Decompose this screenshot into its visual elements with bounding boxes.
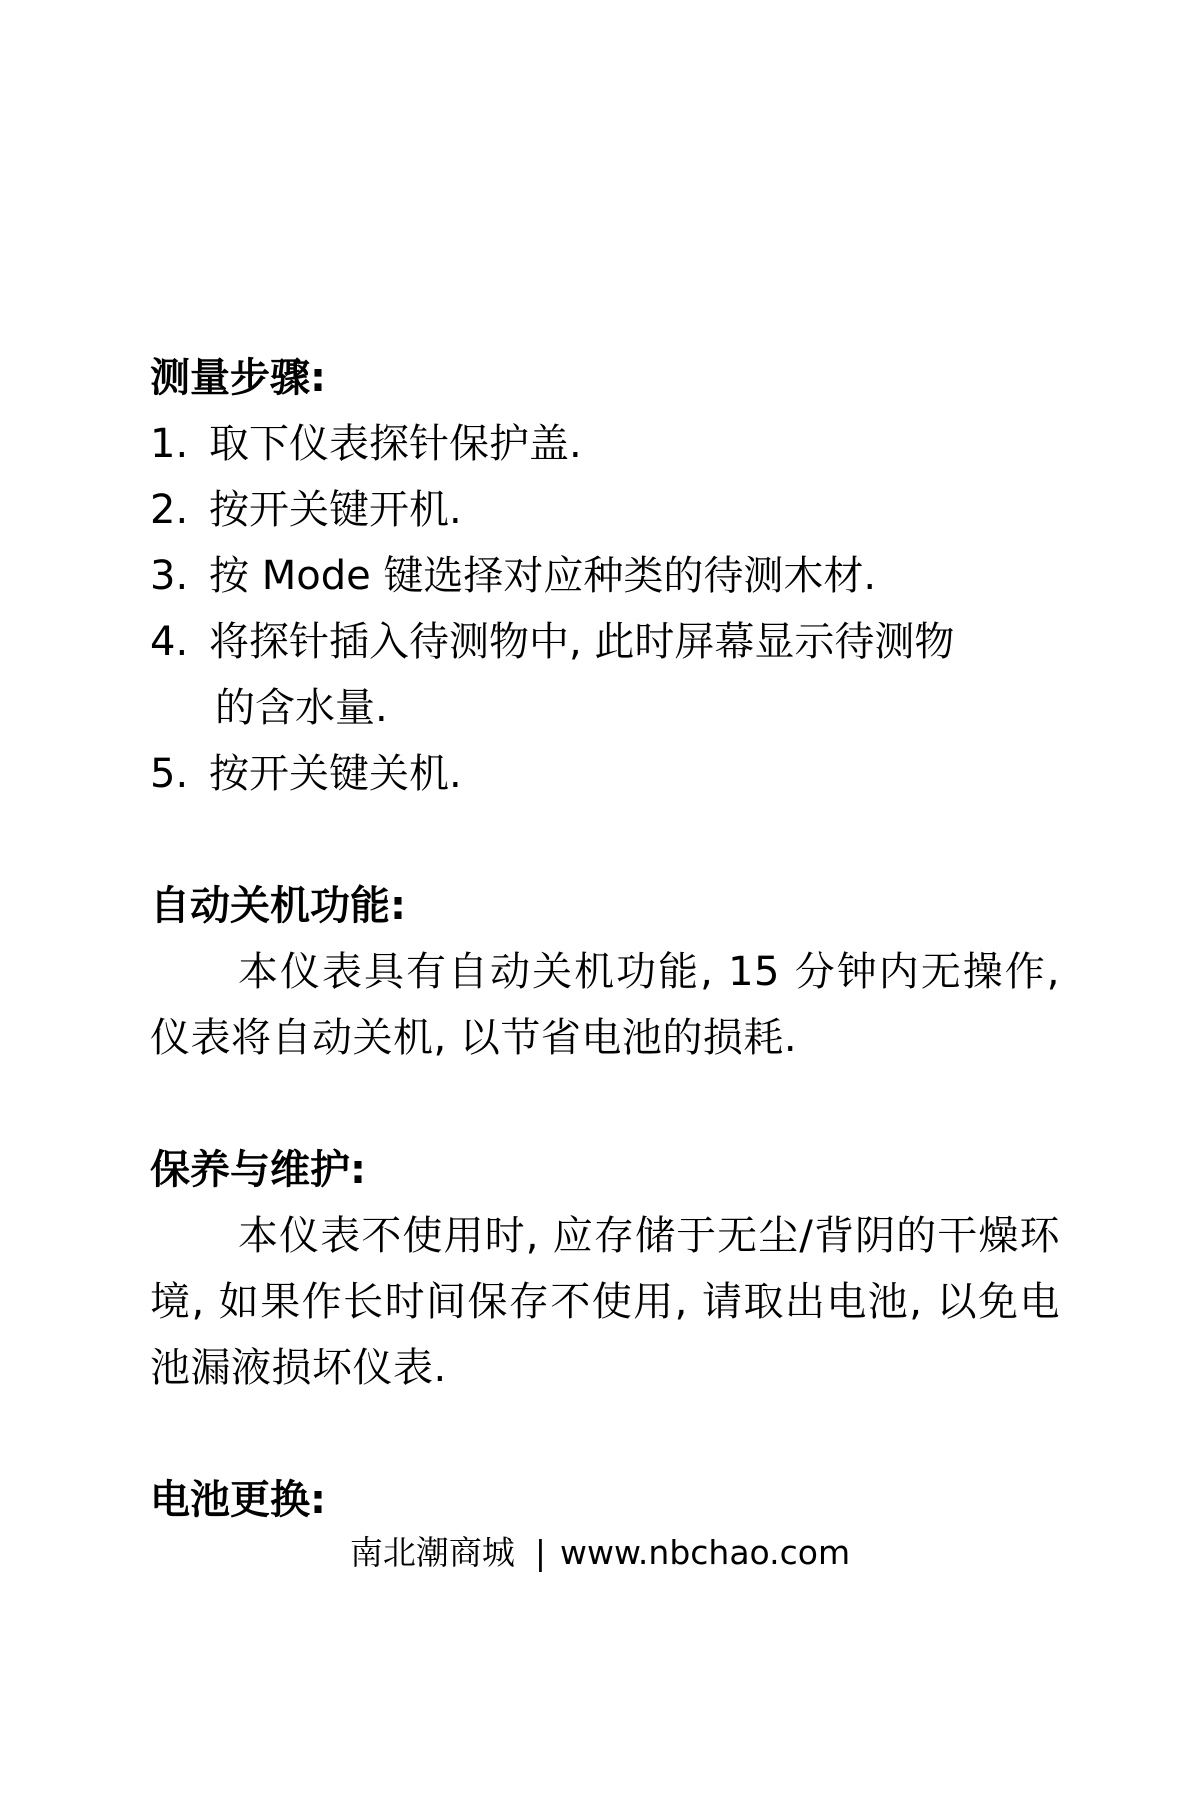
section-title: 电池更换:: [150, 1477, 326, 1523]
section-body: 本仪表具有自动关机功能, 15 分钟内无操作, 仪表将自动关机, 以节省电池的损耗.: [150, 949, 1060, 1061]
step-number: 2.: [150, 487, 189, 533]
section-body: 本仪表不使用时, 应存储于无尘/背阴的干燥环境, 如果作长时间保存不使用, 请取出电池, 以免电池漏液损坏仪表.: [150, 1213, 1060, 1391]
step-text: 按 Mode 键选择对应种类的待测木材.: [209, 553, 877, 599]
footer-url: www.nbchao.com: [559, 1533, 851, 1572]
step-number: 5.: [150, 751, 189, 797]
step-text: 按开关键关机.: [209, 751, 462, 797]
step-item: [150, 609, 1060, 741]
step-item: [150, 543, 1060, 609]
step-text-wrapper: [209, 609, 1060, 741]
step-text: 按开关键开机.: [209, 487, 462, 533]
step-number: 1.: [150, 421, 189, 467]
section-title: 自动关机功能:: [150, 883, 406, 929]
section-title: 测量步骤:: [150, 355, 326, 401]
section-battery: [150, 1467, 1060, 1533]
document-page: [150, 345, 1060, 1599]
step-text-continued: 的含水量.: [215, 685, 388, 731]
footer-brand: 南北潮商城: [349, 1533, 515, 1572]
step-text: 将探针插入待测物中, 此时屏幕显示待测物: [209, 619, 955, 665]
section-auto-off: [150, 873, 1060, 1071]
step-text: 取下仪表探针保护盖.: [209, 421, 582, 467]
page-footer: [0, 1530, 1200, 1576]
section-measurement-steps: [150, 345, 1060, 807]
step-item: [150, 477, 1060, 543]
step-item: [150, 411, 1060, 477]
footer-separator: |: [534, 1533, 546, 1572]
section-title: 保养与维护:: [150, 1147, 366, 1193]
step-item: [150, 741, 1060, 807]
section-maintenance: [150, 1137, 1060, 1401]
step-number: 3.: [150, 553, 189, 599]
step-number: 4.: [150, 619, 189, 665]
